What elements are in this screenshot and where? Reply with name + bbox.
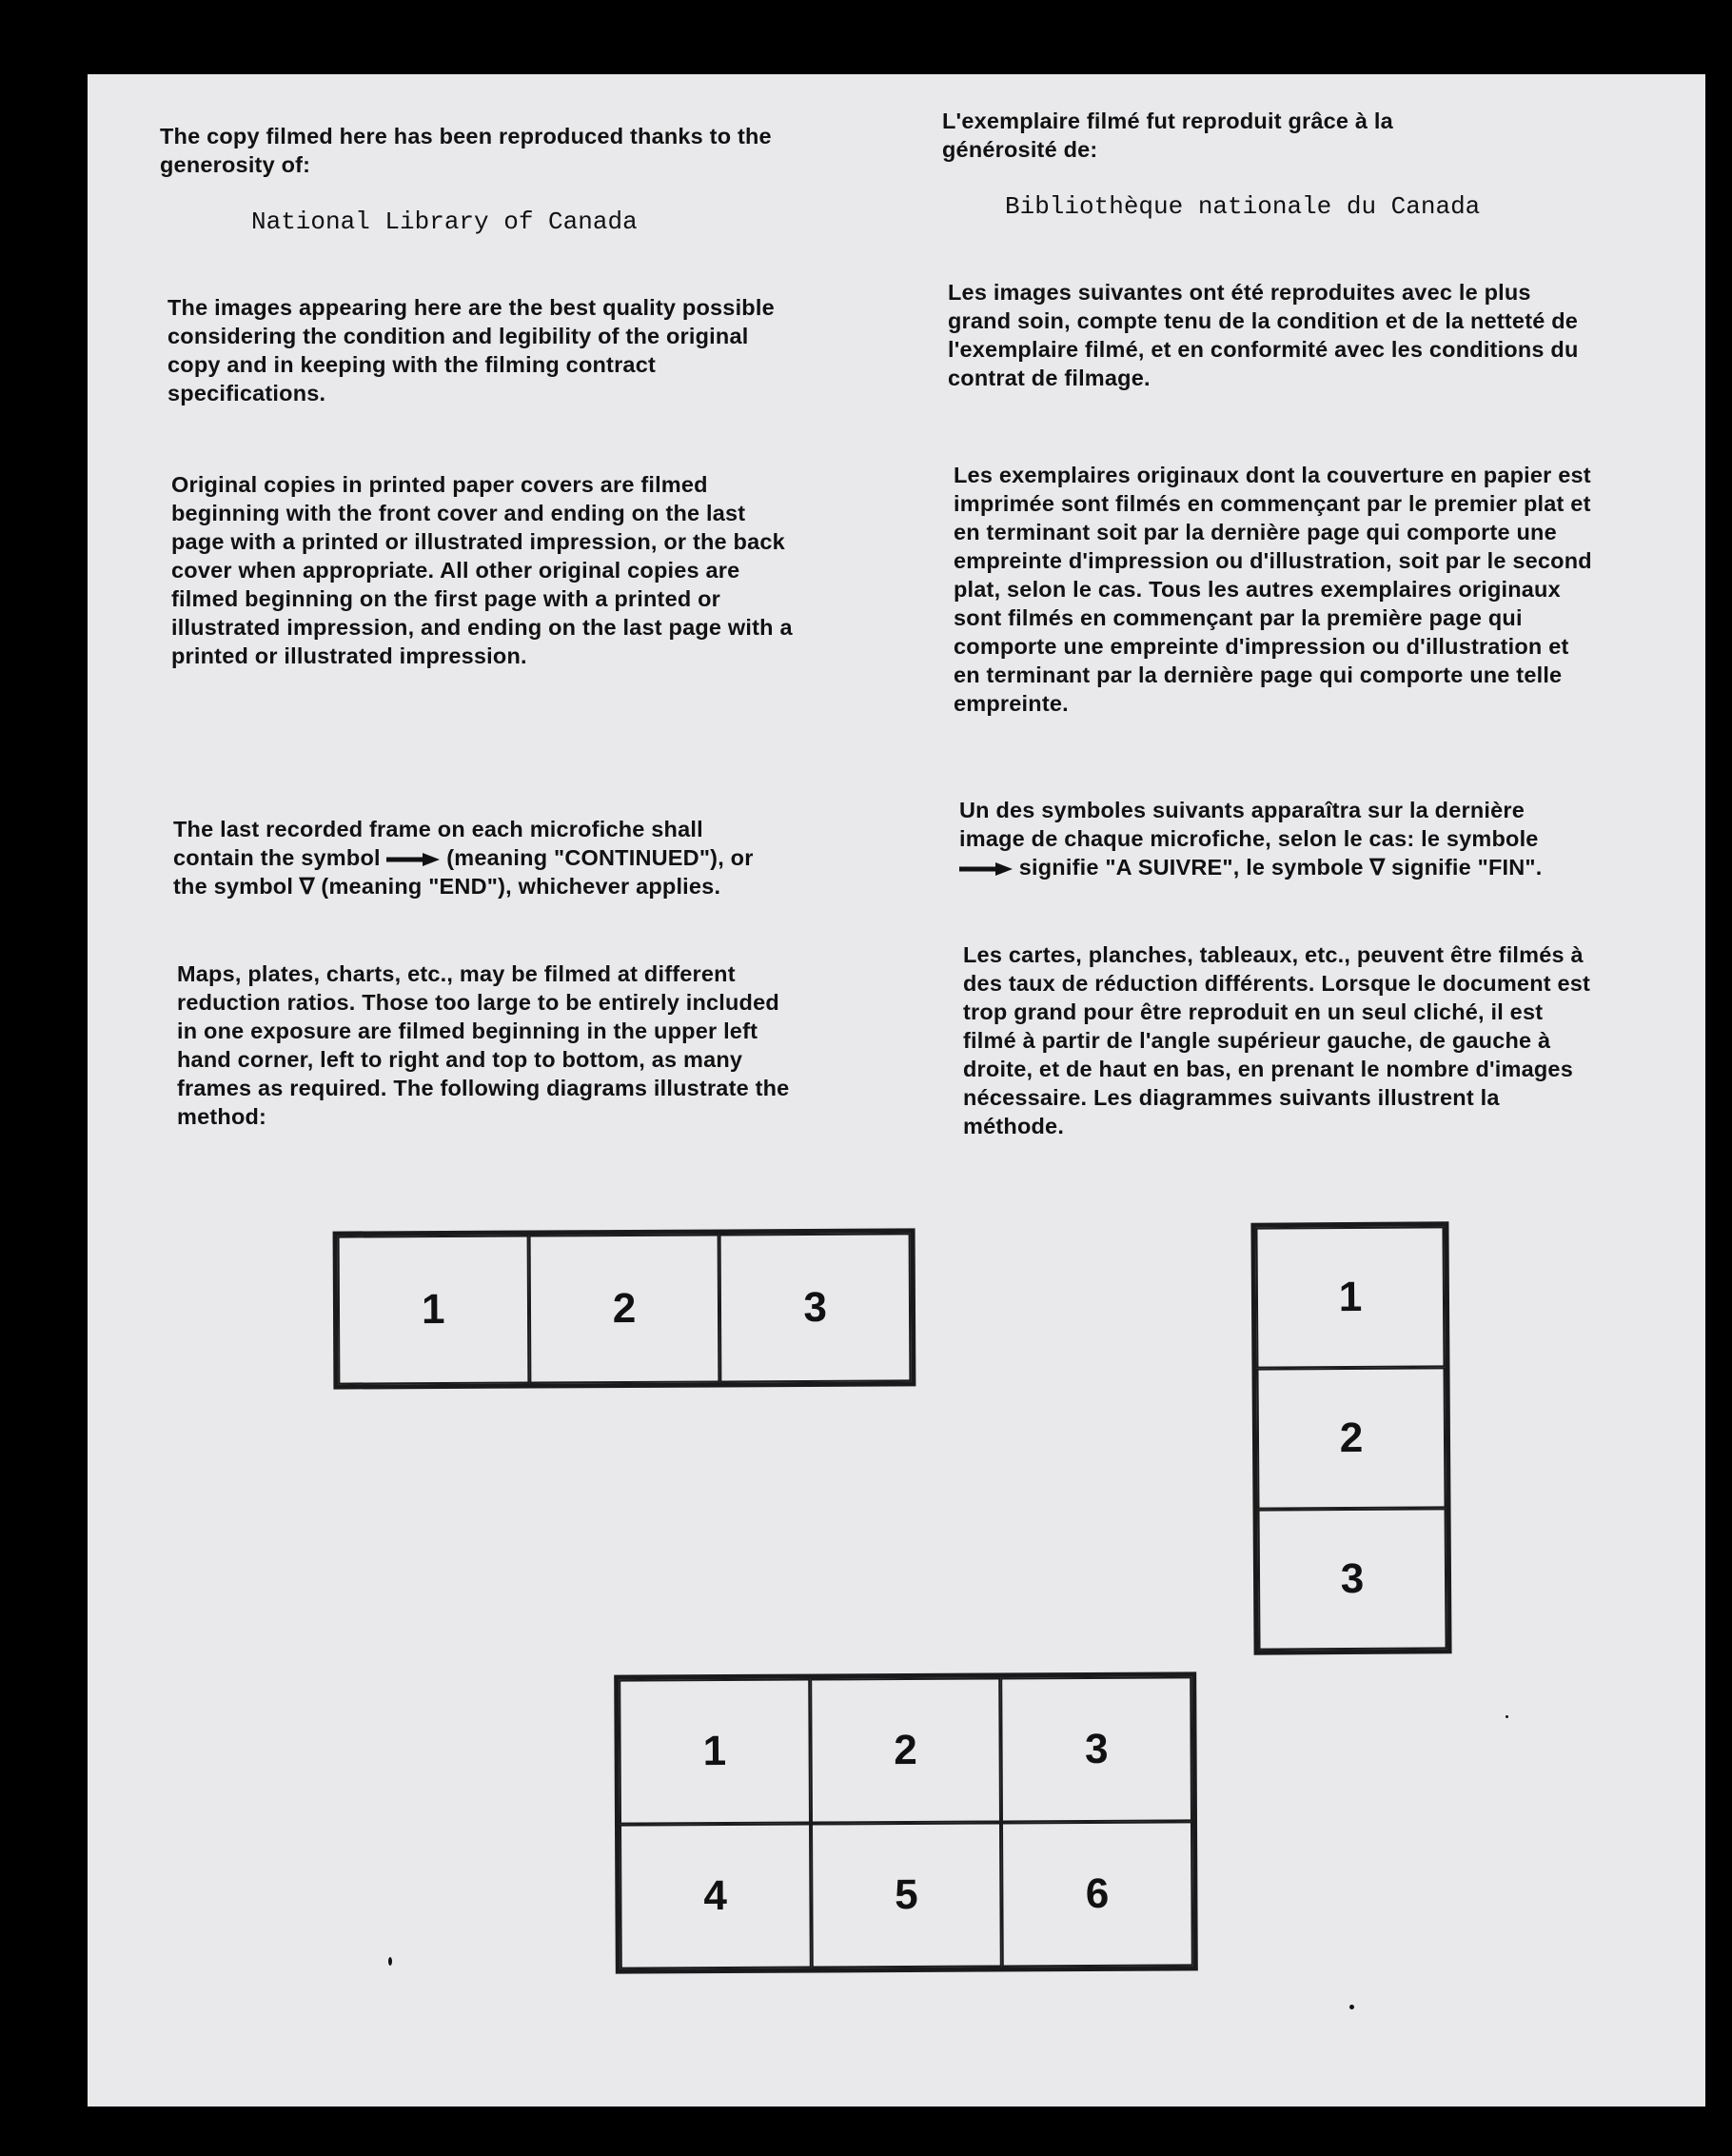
diagram-cell: 6: [1001, 1821, 1192, 1967]
english-quality: The images appearing here are the best quality possible considering the condition and legibility of the original copy and in keeping with the filming contract specifications.: [167, 295, 775, 405]
diagram-cell: 3: [719, 1233, 911, 1382]
english-covers-block: [171, 470, 799, 670]
english-covers: Original copies in printed paper covers are filmed beginning with the front cover and ending on the last page with a printed or illustrated impression, or the back cover when appropriate. All other original copies are filmed beginning on the first page with a printed or illustrated impression, and ending on the last page with a printed or illustrated impression.: [171, 472, 793, 668]
english-quality-block: [167, 293, 796, 407]
english-symbol-paragraph: [173, 815, 782, 900]
speck: [1506, 1715, 1508, 1718]
english-maps-block: [177, 959, 796, 1131]
diagram-cell: 3: [1258, 1508, 1447, 1650]
diagram-cell: 2: [1256, 1367, 1446, 1509]
arrow-right-icon: [959, 862, 1013, 876]
diagram-cell: 5: [811, 1822, 1002, 1968]
diagram-cell: 1: [1255, 1226, 1445, 1368]
diagram-grid: [614, 1671, 1198, 1973]
french-quality: Les images suivantes ont été reproduites avec le plus grand soin, compte tenu de la condition et de la netteté de l'exemplaire filmé, et en conformité avec les conditions du contrat de filmage.: [948, 280, 1579, 390]
diagram-cell: 4: [620, 1824, 811, 1969]
english-symbol-text-1: The last recorded frame on each microfiche shall contain the symbol: [173, 817, 703, 870]
diagram-cell: 1: [338, 1236, 529, 1385]
speck: [1349, 2005, 1354, 2009]
diagram-horizontal: [333, 1228, 916, 1389]
diagram-cell: 2: [528, 1234, 719, 1383]
french-covers-block: [954, 461, 1596, 718]
english-column: [160, 122, 807, 179]
french-thanks: L'exemplaire filmé fut reproduit grâce à la générosité de:: [942, 109, 1393, 162]
english-thanks: The copy filmed here has been reproduced thanks to the generosity of:: [160, 124, 772, 177]
french-maps-block: [963, 940, 1601, 1140]
french-symbol-block: [959, 796, 1568, 881]
english-institution: National Library of Canada: [251, 208, 638, 236]
french-maps: Les cartes, planches, tableaux, etc., peuvent être filmés à des taux de réduction différents. Lorsque le document est trop grand pour être reproduit en un seul cliché, il est filmé à partir de l'angle supérieur gauche, de gauche à droite, et de haut en bas, en prenant le nombre d'images nécessaire. Les diagrammes suivants illustrent la méthode.: [963, 942, 1591, 1138]
diagram-cell: 1: [619, 1679, 810, 1825]
diagram-vertical: [1250, 1221, 1451, 1654]
english-symbol-block: [173, 815, 782, 900]
french-covers: Les exemplaires originaux dont la couverture en papier est imprimée sont filmés en commençant par le premier plat et en terminant soit par la dernière page qui comporte une empreinte d'impression ou d'illustration, soit par le second plat, selon le cas. Tous les autres exemplaires originaux sont filmés en commençant par la première page qui comporte une empreinte d'impression ou d'illustration et en terminant par la dernière page qui comporte une telle empreinte.: [954, 463, 1592, 716]
english-symbol-text-2: (meaning "CONTINUED"), or the symbol ∇ (meaning "END"), whichever applies.: [173, 845, 754, 899]
french-quality-block: [948, 278, 1585, 392]
english-maps: Maps, plates, charts, etc., may be filmed at different reduction ratios. Those too large to be entirely included in one exposure are filmed beginning in the upper left hand corner, left to right and top to bottom, as many frames as required. The following diagrams illustrate the method:: [177, 961, 790, 1129]
french-symbol-text-2: signifie "A SUIVRE", le symbole ∇ signifie "FIN".: [1018, 855, 1543, 880]
arrow-right-icon: [386, 853, 440, 866]
diagram-cell: 2: [810, 1677, 1001, 1823]
french-thanks-block: [942, 107, 1513, 164]
french-institution: Bibliothèque nationale du Canada: [1005, 192, 1481, 221]
diagram-cell: 3: [1001, 1676, 1192, 1822]
french-symbol-paragraph: [959, 796, 1568, 881]
speck: [388, 1957, 392, 1966]
french-symbol-text-1: Un des symboles suivants apparaîtra sur la dernière image de chaque microfiche, selon le cas: le symbole: [959, 798, 1539, 851]
